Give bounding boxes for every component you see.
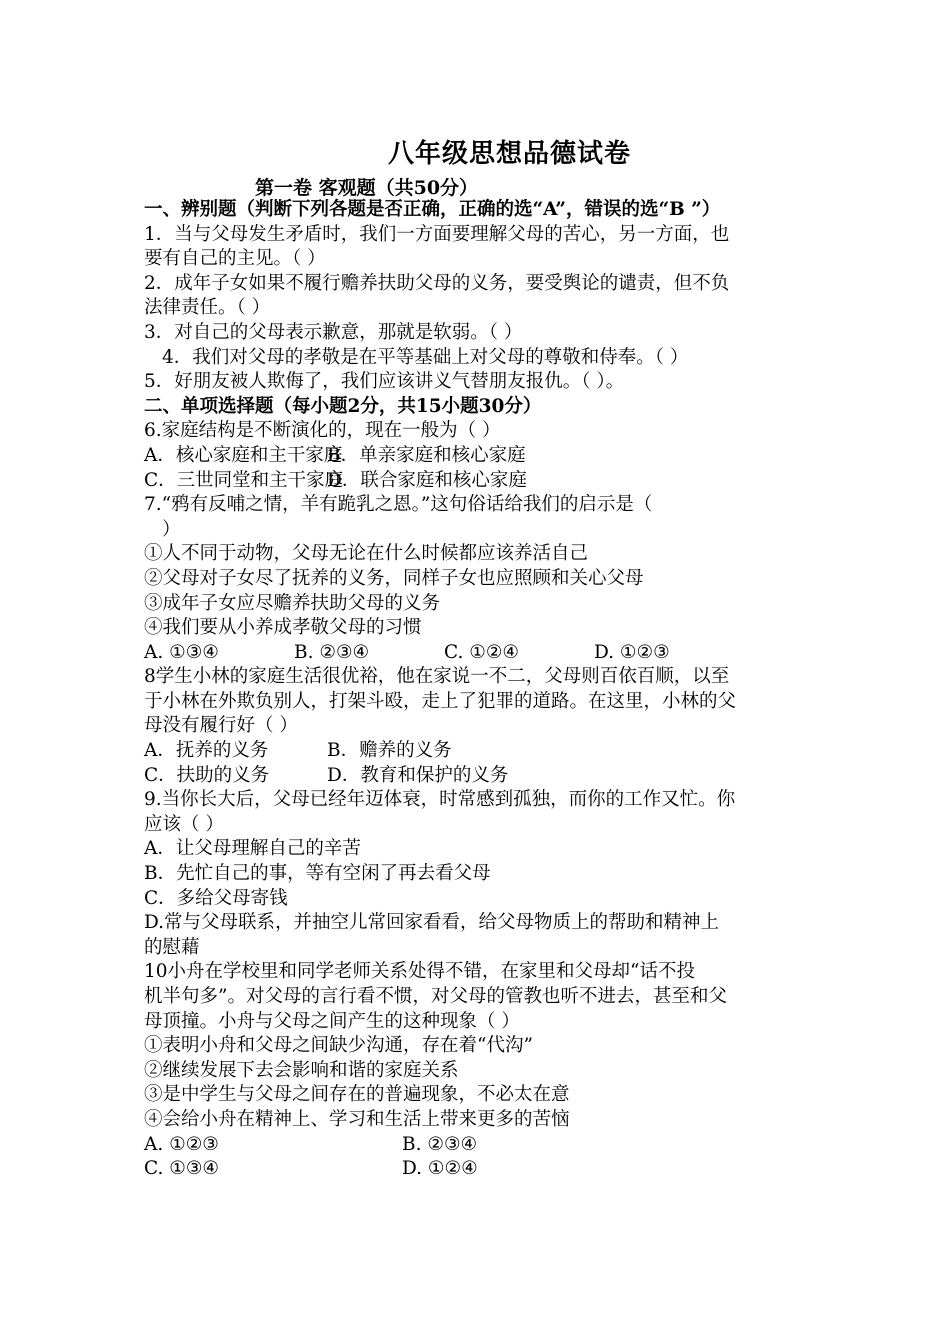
option-a: A．核心家庭和主干家庭 [144,444,343,466]
question-6-options-row-2 [144,469,824,494]
question-10-line-1: 10小舟在学校里和同学老师关系处得不错，在家里和父母却“话不投 [144,961,696,983]
question-7-statement-2: ②父母对子女尽了抚养的义务，同样子女也应照顾和关心父母 [144,567,644,589]
option-c: C．扶助的义务 [144,764,270,786]
question-7-statement-3: ③成年子女应尽赡养扶助父母的义务 [144,592,441,614]
exam-title: 八年级思想品德试卷 [388,139,632,169]
question-2-line-1: 2．成年子女如果不履行赡养扶助父母的义务，要受舆论的谴责，但不负 [144,272,730,294]
question-9-option-b: B．先忙自己的事，等有空闲了再去看父母 [144,863,491,885]
question-10-statement-2: ②继续发展下去会影响和谐的家庭关系 [144,1059,459,1081]
option-c: C. ①②④ [444,641,520,663]
question-4: 4．我们对父母的孝敬是在平等基础上对父母的尊敬和侍奉。（ ） [162,346,689,368]
option-d: D．联合家庭和核心家庭 [327,469,527,491]
option-a: A. ①③④ [144,641,219,663]
question-7-options [144,641,824,666]
section1-heading: 一、辨别题（判断下列各题是否正确，正确的选“A”，错误的选“B ”） [144,199,721,220]
question-9-option-d-line-1: D.常与父母联系，并抽空儿常回家看看，给父母物质上的帮助和精神上 [144,912,720,934]
question-2-line-2: 法律责任。（ ） [144,297,271,319]
question-8-options-row-1 [144,739,824,764]
option-a: A．抚养的义务 [144,740,269,762]
question-7-line-1: 7.“鸦有反哺之情，羊有跪乳之恩。”这句俗话给我们的启示是（ [144,494,653,516]
volume-subtitle: 第一卷 客观题（共50分） [255,177,479,199]
section2-heading: 二、单项选择题（每小题2分，共15小题30分） [144,395,542,417]
question-6-options-row-1 [144,444,824,469]
question-9-option-d-line-2: 的慰藉 [144,936,200,958]
question-7-line-2: ） [162,518,181,540]
option-d: D．教育和保护的义务 [327,764,509,786]
option-b: B．赡养的义务 [327,740,452,762]
option-c: C. ①③④ [144,1158,220,1180]
option-a: A. ①②③ [144,1133,219,1155]
question-9-option-c: C．多给父母寄钱 [144,887,288,909]
option-b: B．单亲家庭和核心家庭 [327,444,526,466]
question-8-line-3: 母没有履行好（ ） [144,715,298,737]
question-10-statement-4: ④会给小舟在精神上、学习和生活上带来更多的苦恼 [144,1108,570,1130]
question-9-line-2: 应该（ ） [144,813,224,835]
option-d: D. ①②③ [594,641,670,663]
option-b: B. ②③④ [294,641,370,663]
question-10-options-row-2 [144,1157,824,1182]
question-10-options-row-1 [144,1133,824,1158]
question-1-line-2: 要有自己的主见。（ ） [144,248,326,270]
question-3: 3．对自己的父母表示歉意，那就是软弱。（ ） [144,321,523,343]
question-8-options-row-2 [144,764,824,789]
question-10-statement-1: ①表明小舟和父母之间缺少沟通，存在着“代沟” [144,1035,533,1057]
question-9-option-a: A．让父母理解自己的辛苦 [144,838,361,860]
question-8-line-1: 8学生小林的家庭生活很优裕，他在家说一不二，父母则百依百顺，以至 [144,666,730,688]
question-5: 5．好朋友被人欺侮了，我们应该讲义气替朋友报仇。（ ）。 [144,371,625,393]
question-7-statement-1: ①人不同于动物，父母无论在什么时候都应该养活自己 [144,543,589,565]
option-c: C．三世同堂和主干家庭 [144,469,344,491]
question-10-line-3: 母顶撞。小舟与父母之间产生的这种现象（ ） [144,1010,520,1032]
question-1-line-1: 1．当与父母发生矛盾时，我们一方面要理解父母的苦心，另一方面，也 [144,223,730,245]
question-10-line-2: 机半句多”。对父母的言行看不惯，对父母的管教也听不进去，甚至和父 [144,986,727,1007]
option-d: D. ①②④ [402,1158,478,1180]
question-10-statement-3: ③是中学生与父母之间存在的普遍现象，不必太在意 [144,1084,570,1106]
option-b: B. ②③④ [402,1133,478,1155]
exam-body [144,198,824,1182]
question-6: 6.家庭结构是不断演化的，现在一般为（ ） [144,420,501,442]
question-8-line-2: 于小林在外欺负别人，打架斗殴，走上了犯罪的道路。在这里，小林的父 [144,690,737,712]
question-7-statement-4: ④我们要从小养成孝敬父母的习惯 [144,617,422,639]
question-9-line-1: 9.当你长大后，父母已经年迈体衰，时常感到孤独，而你的工作又忙。你 [144,789,736,811]
